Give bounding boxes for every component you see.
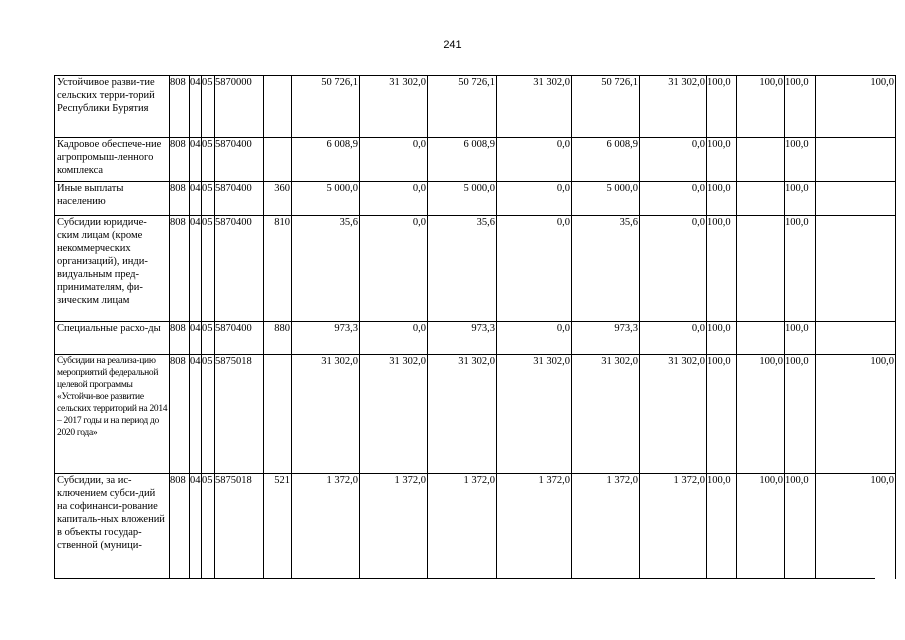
- cell-percent: [816, 216, 896, 322]
- cell-pr: 05: [202, 182, 215, 216]
- cell-value: 31 302,0: [360, 355, 428, 474]
- row-name: Устойчивое разви-тие сельских терри-торий Республики Бурятия: [55, 76, 170, 138]
- table-row: [55, 355, 896, 474]
- cell-value: 50 726,1: [428, 76, 497, 138]
- cell-percent: 100,0: [785, 322, 816, 355]
- row-name: Кадровое обеспече-ние агропромыш-ленного комплекса: [55, 138, 170, 182]
- cell-percent: 100,0: [785, 76, 816, 138]
- cell-percent: 100,0: [785, 474, 816, 579]
- cell-percent: 100,0: [816, 474, 896, 579]
- cell-percent: 100,0: [785, 216, 816, 322]
- cell-value: 31 302,0: [572, 355, 640, 474]
- table-row: [55, 138, 896, 182]
- cell-gr: 808: [170, 182, 190, 216]
- cell-gr: 808: [170, 216, 190, 322]
- cell-percent: 100,0: [785, 138, 816, 182]
- cell-value: 1 372,0: [640, 474, 707, 579]
- table-bottom-rule: [54, 578, 875, 579]
- cell-value: 6 008,9: [572, 138, 640, 182]
- cell-gr: 808: [170, 76, 190, 138]
- cell-value: 5 000,0: [572, 182, 640, 216]
- cell-percent: 100,0: [785, 182, 816, 216]
- cell-rz: 04: [190, 474, 202, 579]
- cell-percent: [816, 322, 896, 355]
- cell-csr: 5870400: [215, 182, 264, 216]
- cell-gr: 808: [170, 322, 190, 355]
- cell-value: 35,6: [292, 216, 360, 322]
- cell-rz: 04: [190, 138, 202, 182]
- cell-value: 5 000,0: [292, 182, 360, 216]
- table-row: [55, 76, 896, 138]
- cell-value: 31 302,0: [640, 355, 707, 474]
- cell-value: 31 302,0: [640, 76, 707, 138]
- cell-value: 50 726,1: [292, 76, 360, 138]
- cell-percent: 100,0: [737, 355, 785, 474]
- cell-value: 31 302,0: [360, 76, 428, 138]
- cell-value: 1 372,0: [292, 474, 360, 579]
- cell-percent: [737, 138, 785, 182]
- cell-gr: 808: [170, 355, 190, 474]
- cell-gr: 808: [170, 138, 190, 182]
- cell-value: 0,0: [640, 216, 707, 322]
- cell-value: 5 000,0: [428, 182, 497, 216]
- cell-value: 31 302,0: [497, 76, 572, 138]
- row-name: Специальные расхо-ды: [55, 322, 170, 355]
- cell-percent: 100,0: [707, 76, 737, 138]
- cell-value: 1 372,0: [572, 474, 640, 579]
- cell-percent: 100,0: [707, 322, 737, 355]
- cell-percent: 100,0: [737, 76, 785, 138]
- cell-value: 1 372,0: [360, 474, 428, 579]
- cell-percent: [737, 182, 785, 216]
- cell-pr: 05: [202, 474, 215, 579]
- cell-value: 6 008,9: [292, 138, 360, 182]
- cell-value: 0,0: [497, 182, 572, 216]
- cell-csr: 5875018: [215, 355, 264, 474]
- cell-value: 0,0: [640, 138, 707, 182]
- cell-value: 0,0: [360, 138, 428, 182]
- cell-value: 973,3: [428, 322, 497, 355]
- cell-percent: 100,0: [785, 355, 816, 474]
- cell-value: 31 302,0: [428, 355, 497, 474]
- table-row: [55, 322, 896, 355]
- budget-table: [54, 75, 896, 579]
- page-number: 241: [443, 39, 462, 51]
- cell-vr: 810: [264, 216, 292, 322]
- table-row: [55, 182, 896, 216]
- cell-vr: 360: [264, 182, 292, 216]
- cell-csr: 5875018: [215, 474, 264, 579]
- cell-pr: 05: [202, 216, 215, 322]
- cell-value: 0,0: [360, 216, 428, 322]
- cell-rz: 04: [190, 322, 202, 355]
- cell-vr: 880: [264, 322, 292, 355]
- cell-percent: [737, 322, 785, 355]
- cell-csr: 5870400: [215, 216, 264, 322]
- cell-value: 35,6: [572, 216, 640, 322]
- cell-value: 0,0: [497, 322, 572, 355]
- cell-csr: 5870400: [215, 322, 264, 355]
- cell-percent: 100,0: [707, 182, 737, 216]
- cell-rz: 04: [190, 216, 202, 322]
- cell-vr: [264, 76, 292, 138]
- cell-value: 35,6: [428, 216, 497, 322]
- cell-value: 973,3: [572, 322, 640, 355]
- row-name: Субсидии, за ис-ключением субси-дий на софинанси-рование капиталь-ных вложений в объекты государ-ственной (муници-: [55, 474, 170, 579]
- cell-value: 0,0: [360, 322, 428, 355]
- table-row: [55, 474, 896, 579]
- cell-percent: 100,0: [707, 355, 737, 474]
- cell-vr: 521: [264, 474, 292, 579]
- cell-csr: 5870400: [215, 138, 264, 182]
- cell-value: 0,0: [360, 182, 428, 216]
- cell-percent: [737, 216, 785, 322]
- row-name: Субсидии юридиче-ским лицам (кроме некоммерческих организаций), инди-видуальным пред-принимателям, фи-зическим лицам: [55, 216, 170, 322]
- cell-percent: 100,0: [737, 474, 785, 579]
- cell-value: 0,0: [640, 322, 707, 355]
- cell-rz: 04: [190, 182, 202, 216]
- cell-gr: 808: [170, 474, 190, 579]
- cell-vr: [264, 355, 292, 474]
- cell-csr: 5870000: [215, 76, 264, 138]
- cell-value: 31 302,0: [497, 355, 572, 474]
- cell-percent: 100,0: [707, 138, 737, 182]
- cell-value: 50 726,1: [572, 76, 640, 138]
- row-name: Субсидии на реализа-цию мероприятий федеральной целевой программы «Устойчи-вое развитие сельских территорий на 2014 – 2017 годы и на период до 2020 года»: [55, 355, 170, 474]
- row-name: Иные выплаты населению: [55, 182, 170, 216]
- table-row: [55, 216, 896, 322]
- cell-percent: 100,0: [816, 355, 896, 474]
- cell-percent: 100,0: [707, 216, 737, 322]
- cell-value: 1 372,0: [497, 474, 572, 579]
- cell-percent: 100,0: [816, 76, 896, 138]
- cell-value: 0,0: [497, 216, 572, 322]
- cell-percent: [816, 138, 896, 182]
- cell-rz: 04: [190, 76, 202, 138]
- cell-value: 6 008,9: [428, 138, 497, 182]
- cell-vr: [264, 138, 292, 182]
- cell-percent: [816, 182, 896, 216]
- cell-pr: 05: [202, 322, 215, 355]
- cell-rz: 04: [190, 355, 202, 474]
- cell-pr: 05: [202, 355, 215, 474]
- cell-value: 31 302,0: [292, 355, 360, 474]
- cell-value: 0,0: [640, 182, 707, 216]
- cell-pr: 05: [202, 138, 215, 182]
- cell-value: 973,3: [292, 322, 360, 355]
- cell-percent: 100,0: [707, 474, 737, 579]
- cell-value: 1 372,0: [428, 474, 497, 579]
- cell-value: 0,0: [497, 138, 572, 182]
- cell-pr: 05: [202, 76, 215, 138]
